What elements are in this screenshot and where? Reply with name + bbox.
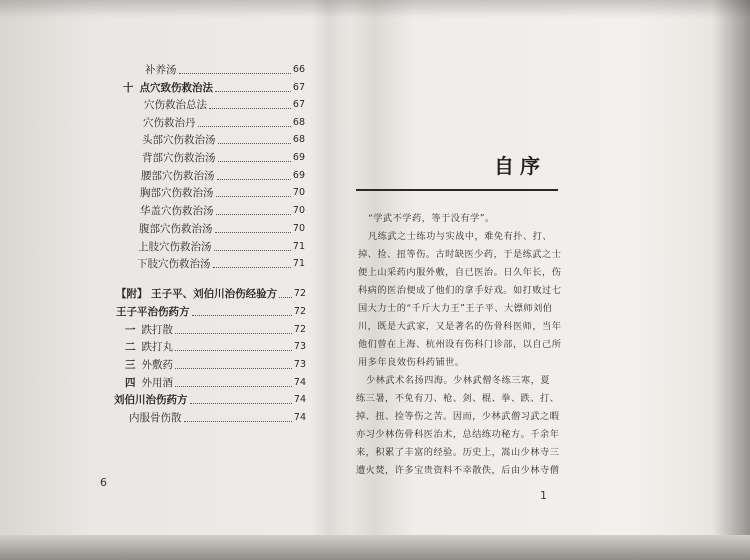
toc-entry-number: 一: [125, 324, 136, 336]
top-shadow: [0, 0, 750, 18]
toc-entry: [142, 132, 305, 147]
preface-line: 掉、扭、捡等伤之苦。因而，少林武僧习武之暇: [356, 411, 560, 422]
toc-entry: [138, 239, 305, 254]
toc-entry: [145, 62, 305, 77]
toc-entry-label: 头部穴伤救治汤: [142, 134, 216, 146]
preface-title: 自序: [494, 154, 546, 178]
toc-entry-label: 外敷药: [141, 359, 173, 371]
leader-dots: [215, 232, 291, 233]
preface-line: 来，积累了丰富的经验。历史上，嵩山少林寺三: [356, 447, 560, 458]
toc-entry-page: 69: [292, 170, 305, 181]
leader-dots: [216, 214, 291, 215]
toc-entry-page: 74: [293, 412, 306, 423]
toc-entry-page: 70: [292, 223, 305, 234]
toc-entry: [125, 322, 306, 337]
toc-entry-label: 穴伤救治总法: [144, 99, 207, 111]
toc-entry-label: 背部穴伤救治汤: [142, 152, 216, 164]
leader-dots: [198, 126, 291, 127]
right-page-number: 1: [540, 489, 547, 502]
toc-entry: [144, 97, 305, 112]
toc-entry-label: 上肢穴伤救治汤: [138, 241, 212, 253]
toc-entry: [125, 339, 306, 354]
toc-entry-label: 补养汤: [145, 64, 177, 76]
preface-line: 便上山采药内服外敷，自已医治。日久年长，伤: [358, 267, 562, 278]
leader-dots: [218, 161, 291, 162]
toc-entry: [116, 286, 306, 301]
left-page-number: 6: [100, 476, 107, 489]
leader-dots: [279, 297, 292, 298]
leader-dots: [213, 267, 291, 268]
preface-line: 川，既是大武家，又是著名的伤骨科医师，当年: [358, 321, 562, 332]
toc-entry: [141, 168, 305, 183]
toc-entry: [139, 221, 305, 236]
leader-dots: [218, 143, 291, 144]
toc-entry-number: 四: [125, 377, 136, 389]
toc-entry-label: 胸部穴伤救治汤: [140, 187, 214, 199]
toc-entry-page: 68: [292, 117, 305, 128]
toc-entry-page: 71: [292, 258, 305, 269]
toc-entry-page: 68: [292, 134, 305, 145]
page-bottom-edge: [0, 535, 750, 560]
leader-dots: [175, 386, 292, 387]
preface-line: 掉、捡、扭等伤。古时缺医少药，于是练武之士: [358, 249, 562, 260]
preface-line: 国大力士的“千斤大力王”王子平、大镖师刘伯: [358, 303, 553, 314]
toc-entry-page: 71: [292, 241, 305, 252]
toc-entry-label: 【附】 王子平、刘伯川治伤经验方: [116, 288, 278, 300]
toc-entry-label: 跌打散: [141, 324, 173, 336]
leader-dots: [175, 333, 292, 334]
toc-entry: [142, 150, 305, 165]
leader-dots: [184, 421, 292, 422]
toc-entry-page: 66: [292, 64, 305, 75]
preface-line: 他们曾在上海、杭州设有伤科门诊部，以自己所: [358, 339, 562, 350]
leader-dots: [175, 350, 292, 351]
toc-entry: [129, 410, 306, 425]
toc-entry: [143, 115, 305, 130]
toc-entry: [125, 375, 306, 390]
leader-dots: [179, 73, 291, 74]
preface-line: 科病的医治便成了他们的拿手好戏。如打败过七: [358, 285, 562, 296]
toc-entry-label: 跌打丸: [141, 341, 173, 353]
toc-entry-number: 二: [125, 341, 136, 353]
preface-line: 用多年良效伤科药铺世。: [358, 357, 465, 368]
toc-entry-number: 三: [125, 359, 136, 371]
toc-entry-page: 70: [292, 205, 305, 216]
leader-dots: [217, 179, 291, 180]
toc-entry: [125, 357, 306, 372]
leader-dots: [216, 196, 291, 197]
toc-entry-label: 点穴致伤救治法: [139, 82, 213, 94]
toc-entry-page: 74: [293, 394, 306, 405]
preface-line: 遭火焚，许多宝贵资料不幸散佚，后由少林寺僧: [356, 465, 560, 476]
toc-entry-label: 腹部穴伤救治汤: [139, 223, 213, 235]
preface-line: 亦习少林伤骨科医治术，总结练功秘方。千余年: [356, 429, 560, 440]
right-page-edge: [712, 0, 750, 560]
toc-entry-label: 穴伤救治丹: [143, 117, 196, 129]
toc-entry-page: 73: [293, 359, 306, 370]
preface-line: 练三暑，不免有刀、枪、剑、棍、拳、跌、打、: [356, 393, 560, 404]
toc-entry-page: 72: [293, 288, 306, 299]
toc-entry: [140, 203, 305, 218]
leader-dots: [192, 315, 292, 316]
toc-entry-page: 70: [292, 187, 305, 198]
toc-entry-label: 腰部穴伤救治汤: [141, 170, 215, 182]
toc-entry-page: 67: [292, 99, 305, 110]
preface-line: “学武不学药，等于没有学”。: [368, 213, 495, 224]
toc-entry-label: 下肢穴伤救治汤: [137, 258, 211, 270]
toc-entry-number: 十: [123, 82, 134, 94]
leader-dots: [190, 403, 292, 404]
toc-entry: [137, 256, 305, 271]
leader-dots: [209, 108, 291, 109]
toc-entry: [123, 80, 305, 95]
toc-entry-page: 67: [292, 82, 305, 93]
toc-entry-label: 华盖穴伤救治汤: [140, 205, 214, 217]
preface-line: 凡练武之士练功与实战中，难免有扑、打、: [368, 231, 553, 242]
toc-entry: [114, 392, 306, 407]
toc-entry-label: 王子平治伤药方: [116, 306, 190, 318]
toc-entry-label: 刘伯川治伤药方: [114, 394, 188, 406]
toc-entry-page: 72: [293, 306, 306, 317]
leader-dots: [175, 368, 292, 369]
toc-entry: [116, 304, 306, 319]
toc-entry-page: 73: [293, 341, 306, 352]
title-rule: [356, 189, 558, 191]
toc-entry-label: 外用酒: [141, 377, 173, 389]
leader-dots: [214, 250, 291, 251]
book-gutter: [310, 0, 350, 560]
toc-entry-label: 内服骨伤散: [129, 412, 182, 424]
leader-dots: [215, 91, 291, 92]
toc-entry-page: 69: [292, 152, 305, 163]
toc-entry: [140, 185, 305, 200]
toc-entry-page: 72: [293, 324, 306, 335]
preface-line: 少林武术名扬四海。少林武僧冬练三寒，夏: [366, 375, 551, 386]
toc-entry-page: 74: [293, 377, 306, 388]
